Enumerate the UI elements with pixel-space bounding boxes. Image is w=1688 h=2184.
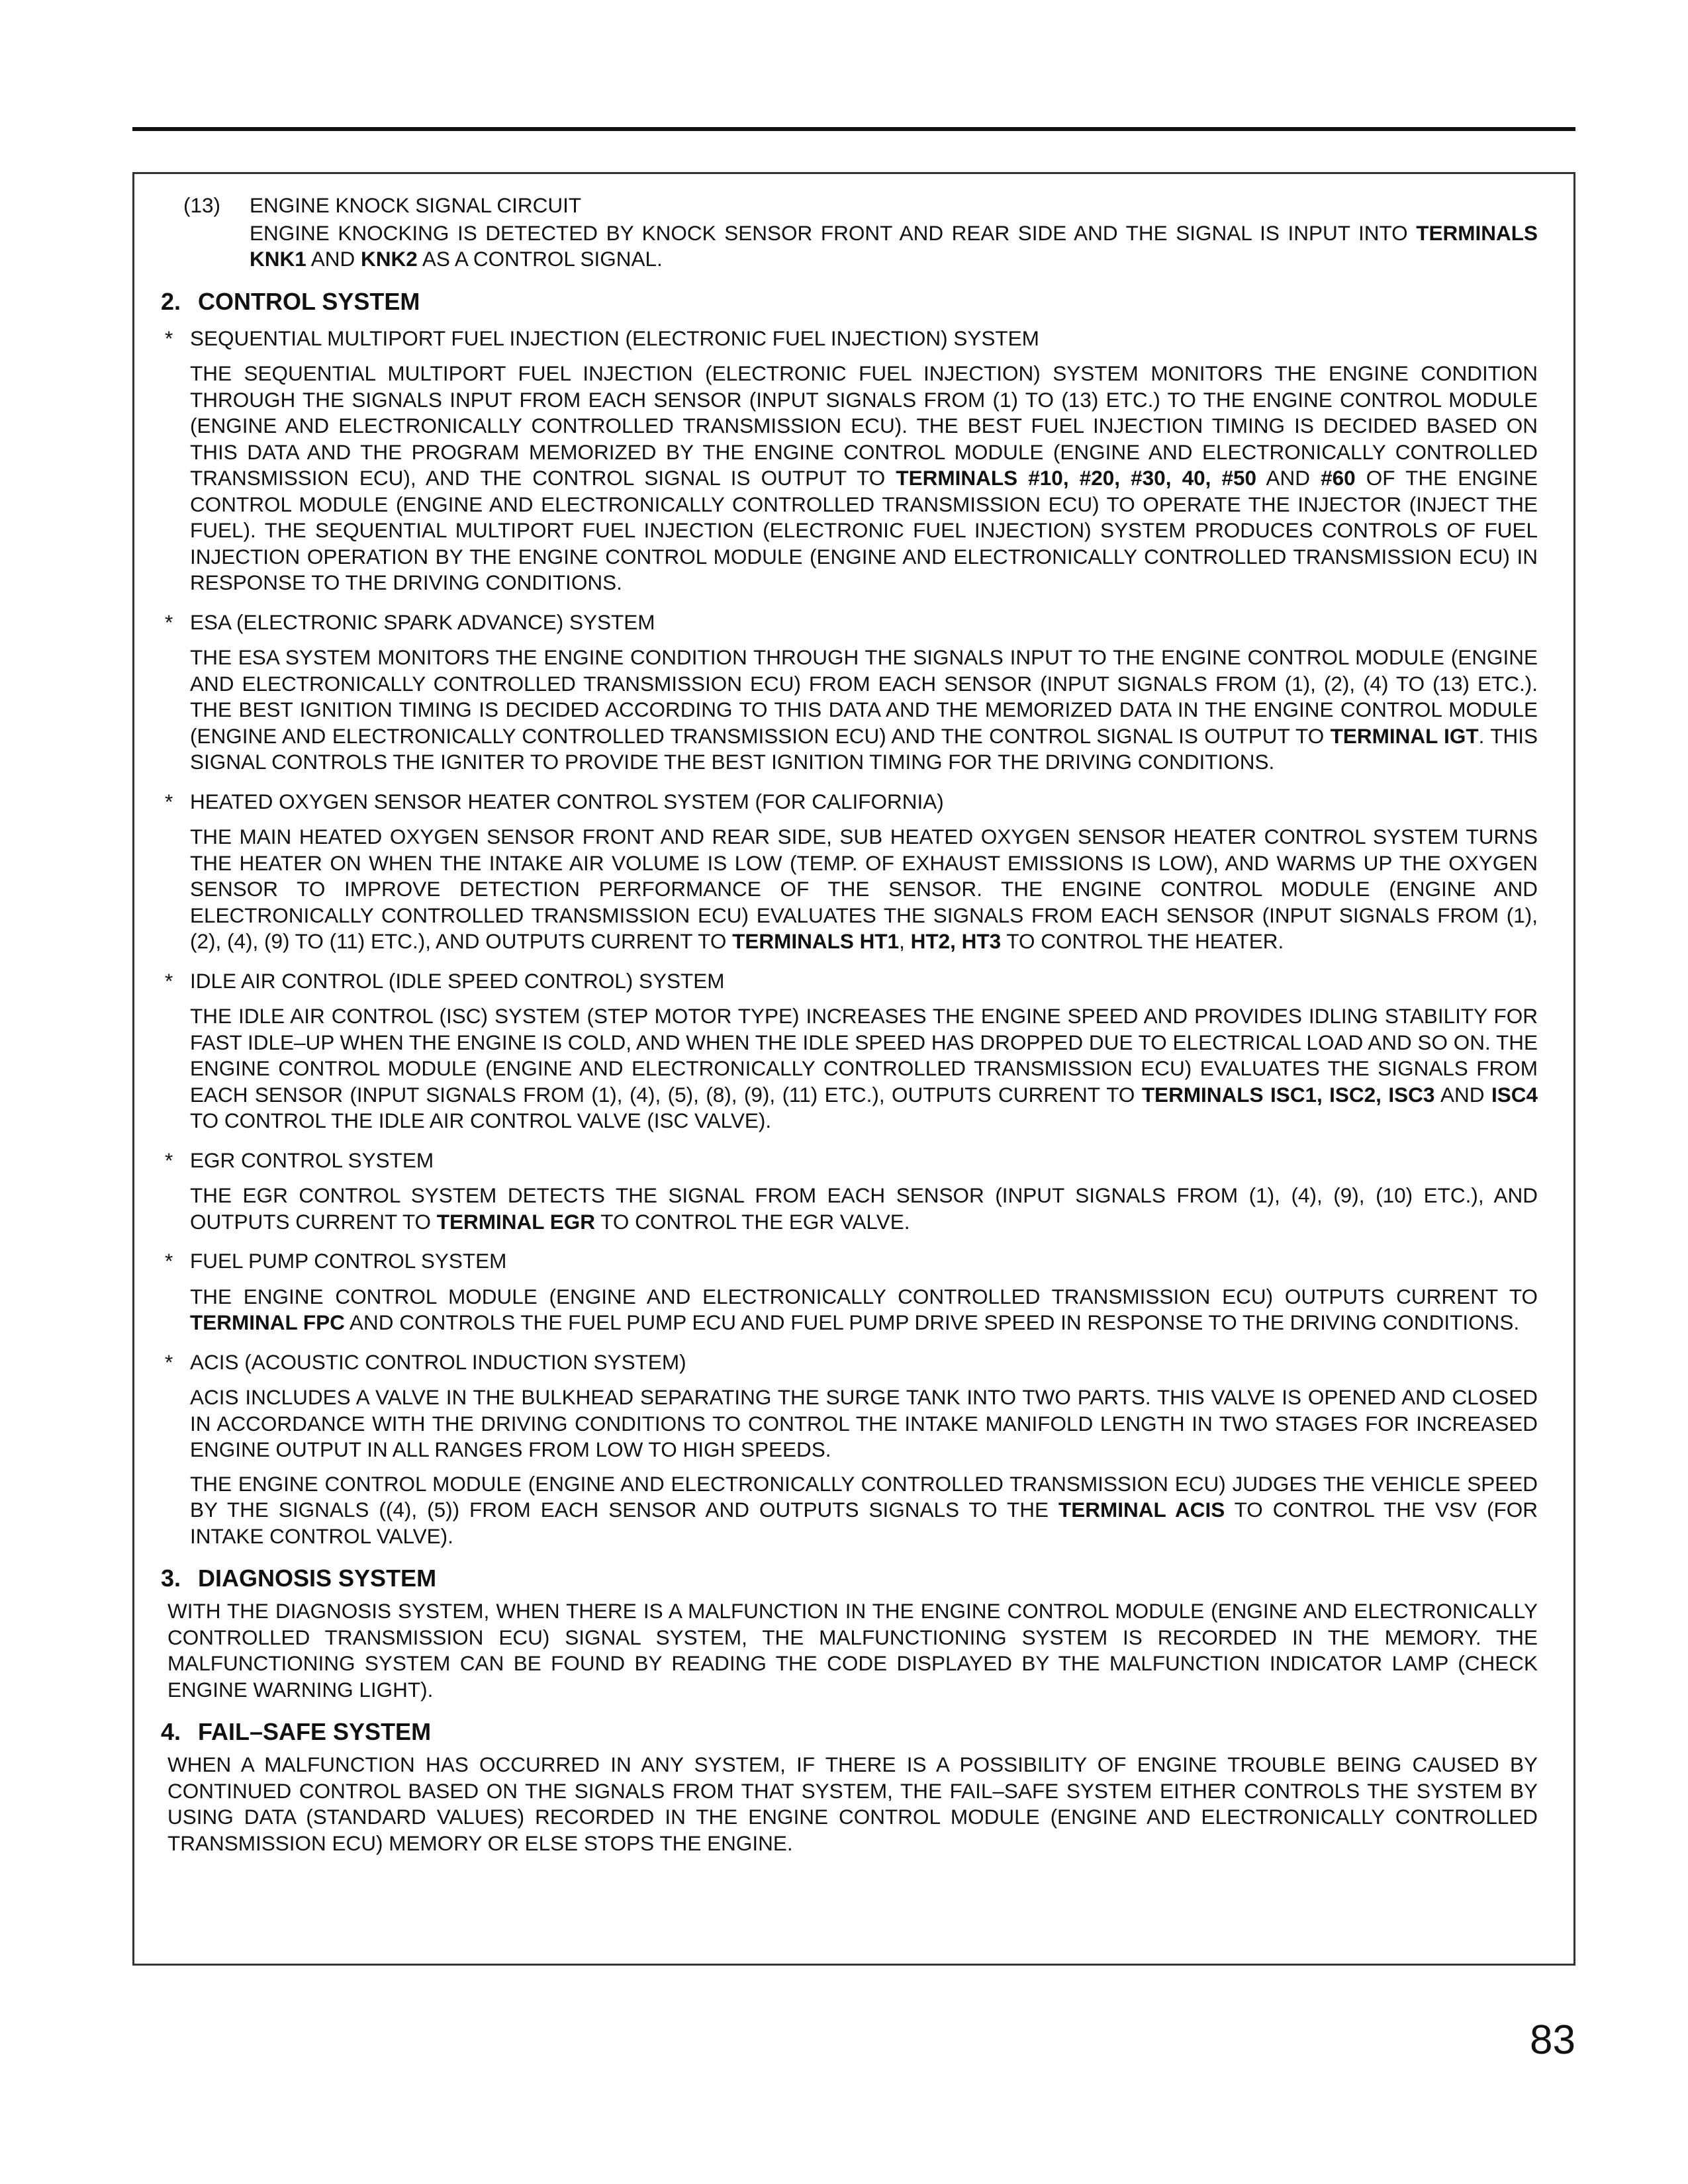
header-rule: [132, 127, 1575, 131]
fpc-bold-1: TERMINAL FPC: [190, 1310, 345, 1334]
iac-text-1: THE IDLE AIR CONTROL (ISC) SYSTEM (STEP MOTOR TYPE) INCREASES THE ENGINE SPEED AND PROVIDES IDLING STABILITY FOR FAST IDLE–UP WHEN THE ENGINE IS COLD, AND WHEN THE IDLE SPEED HAS DROPPED DUE TO ELECTRICAL LOAD AND SO ON. THE ENGINE CONTROL MODULE (ENGINE AND ELECTRONICALLY CONTROLLED TRANSMISSION ECU) EVALUATES THE SIGNALS FROM EACH SENSOR (INPUT SIGNALS FROM (1), (4), (5), (8), (9), (11) ETC.), OUTPUTS CURRENT TO: [190, 1004, 1538, 1107]
bullet-star: *: [165, 610, 173, 634]
acis-bold-1: TERMINAL ACIS: [1058, 1498, 1225, 1522]
item-13-title: [161, 193, 1538, 219]
section-2-number: 2.: [161, 287, 181, 315]
item-13-title-text: ENGINE KNOCK SIGNAL CIRCUIT: [250, 193, 582, 217]
esa-paragraph: [161, 645, 1538, 776]
section-3-number: 3.: [161, 1565, 181, 1592]
page-number: 83: [1530, 2017, 1575, 2063]
iac-text-3: TO CONTROL THE IDLE AIR CONTROL VALVE (ISC VALVE).: [190, 1109, 772, 1132]
content-box: [132, 172, 1575, 1966]
iac-text-2: AND: [1434, 1082, 1491, 1107]
section-4-number: 4.: [161, 1718, 181, 1745]
item-13-number: (13): [183, 193, 221, 217]
fpc-paragraph: [161, 1284, 1538, 1336]
bullet-star: *: [165, 326, 173, 350]
esa-title: ESA (ELECTRONIC SPARK ADVANCE) SYSTEM: [190, 610, 655, 634]
ho2s-text-1: THE MAIN HEATED OXYGEN SENSOR FRONT AND REAR SIDE, SUB HEATED OXYGEN SENSOR HEATER CONTROL SYSTEM TURNS THE HEATER ON WHEN THE INTAKE AIR VOLUME IS LOW (TEMP. OF EXHAUST EMISSIONS IS LOW), AND WARMS UP THE OXYGEN SENSOR TO IMPROVE DETECTION PERFORMANCE OF THE SENSOR. THE ENGINE CONTROL MODULE (ENGINE AND ELECTRONICALLY CONTROLLED TRANSMISSION ECU) EVALUATES THE SIGNALS FROM EACH SENSOR (INPUT SIGNALS FROM (1), (2), (4), (9) TO (11) ETC.), AND OUTPUTS CURRENT TO: [190, 825, 1538, 953]
ho2s-text-3: TO CONTROL THE HEATER.: [1001, 929, 1284, 953]
esa-bold-1: TERMINAL IGT: [1330, 723, 1479, 748]
section-3-text: WITH THE DIAGNOSIS SYSTEM, WHEN THERE IS A MALFUNCTION IN THE ENGINE CONTROL MODULE (ENGINE AND ELECTRONICALLY CONTROLLED TRANSMISSION ECU) SIGNAL SYSTEM, THE MALFUNCTIONING SYSTEM IS RECORDED IN THE MEMORY. THE MALFUNCTIONING SYSTEM CAN BE FOUND BY READING THE CODE DISPLAYED BY THE MALFUNCTION INDICATOR LAMP (CHECK ENGINE WARNING LIGHT).: [167, 1599, 1538, 1702]
acis-paragraph-2: [161, 1471, 1538, 1550]
bullet-ho2s-title: [161, 789, 1538, 815]
fpc-text-1: THE ENGINE CONTROL MODULE (ENGINE AND ELECTRONICALLY CONTROLLED TRANSMISSION ECU) OUTPUTS CURRENT TO: [190, 1284, 1538, 1308]
section-2-heading: [161, 287, 1538, 316]
egr-text-2: TO CONTROL THE EGR VALVE.: [594, 1209, 910, 1234]
item-13-bold-a: TERMINALS KNK1: [250, 220, 1538, 271]
ho2s-bold-1: TERMINALS HT1: [732, 929, 900, 953]
bullet-egr-title: [161, 1148, 1538, 1174]
section-2-title: CONTROL SYSTEM: [198, 287, 420, 315]
ho2s-bold-2: HT2, HT3: [910, 929, 1002, 953]
item-13-text: [161, 220, 1538, 273]
section-3-title: DIAGNOSIS SYSTEM: [198, 1565, 437, 1592]
sfi-title: SEQUENTIAL MULTIPORT FUEL INJECTION (ELECTRONIC FUEL INJECTION) SYSTEM: [190, 326, 1039, 350]
esa-text-2: . THIS SIGNAL CONTROLS THE IGNITER TO PROVIDE THE BEST IGNITION TIMING FOR THE DRIVING CONDITIONS.: [190, 723, 1538, 774]
acis-title: ACIS (ACOUSTIC CONTROL INDUCTION SYSTEM): [190, 1349, 686, 1374]
section-3-heading: [161, 1564, 1538, 1593]
ho2s-paragraph: [161, 824, 1538, 955]
iac-paragraph: [161, 1003, 1538, 1134]
egr-text-1: THE EGR CONTROL SYSTEM DETECTS THE SIGNAL FROM EACH SENSOR (INPUT SIGNALS FROM (1), (4), (9), (10) ETC.), AND OUTPUTS CURRENT TO: [190, 1183, 1538, 1234]
section-4-text: WHEN A MALFUNCTION HAS OCCURRED IN ANY SYSTEM, IF THERE IS A POSSIBILITY OF ENGINE TROUBLE BEING CAUSED BY CONTINUED CONTROL BASED ON THE SIGNALS FROM THAT SYSTEM, THE FAIL–SAFE SYSTEM EITHER CONTROLS THE SYSTEM BY USING DATA (STANDARD VALUES) RECORDED IN THE ENGINE CONTROL MODULE (ENGINE AND ELECTRONICALLY CONTROLLED TRANSMISSION ECU) MEMORY OR ELSE STOPS THE ENGINE.: [167, 1752, 1538, 1855]
acis-paragraph-1: ACIS INCLUDES A VALVE IN THE BULKHEAD SEPARATING THE SURGE TANK INTO TWO PARTS. THIS VALVE IS OPENED AND CLOSED IN ACCORDANCE WITH THE DRIVING CONDITIONS TO CONTROL THE INTAKE MANIFOLD LENGTH IN TWO STAGES FOR INCREASED ENGINE OUTPUT IN ALL RANGES FROM LOW TO HIGH SPEEDS.: [190, 1385, 1538, 1461]
bullet-star: *: [165, 968, 173, 993]
sfi-paragraph: [161, 361, 1538, 596]
acis-text-1: THE ENGINE CONTROL MODULE (ENGINE AND ELECTRONICALLY CONTROLLED TRANSMISSION ECU) JUDGES THE VEHICLE SPEED BY THE SIGNALS ((4), (5)) FROM EACH SENSOR AND OUTPUTS SIGNALS TO THE: [190, 1471, 1538, 1522]
egr-paragraph: [161, 1183, 1538, 1235]
bullet-acis-title: [161, 1349, 1538, 1376]
item-13-text-a: ENGINE KNOCKING IS DETECTED BY KNOCK SENSOR FRONT AND REAR SIDE AND THE SIGNAL IS INPUT INTO: [250, 220, 1417, 245]
section-4-title: FAIL–SAFE SYSTEM: [198, 1718, 432, 1745]
sfi-text-3: OF THE ENGINE CONTROL MODULE (ENGINE AND ELECTRONICALLY CONTROLLED TRANSMISSION ECU) TO OPERATE THE INJECTOR (INJECT THE FUEL). THE SEQUENTIAL MULTIPORT FUEL INJECTION (ELECTRONIC FUEL INJECTION) SYSTEM PRODUCES CONTROLS OF FUEL INJECTION OPERATION BY THE ENGINE CONTROL MODULE (ENGINE AND ELECTRONICALLY CONTROLLED TRANSMISSION ECU) IN RESPONSE TO THE DRIVING CONDITIONS.: [190, 466, 1538, 594]
iac-title: IDLE AIR CONTROL (IDLE SPEED CONTROL) SYSTEM: [190, 968, 725, 993]
sfi-bold-1: TERMINALS #10, #20, #30, 40, #50: [896, 466, 1257, 490]
bullet-iac-title: [161, 968, 1538, 995]
sfi-text-1: THE SEQUENTIAL MULTIPORT FUEL INJECTION (ELECTRONIC FUEL INJECTION) SYSTEM MONITORS THE ENGINE CONDITION THROUGH THE SIGNALS INPUT FROM EACH SENSOR (INPUT SIGNALS FROM (1) TO (13) ETC.) TO THE ENGINE CONTROL MODULE (ENGINE AND ELECTRONICALLY CONTROLLED TRANSMISSION ECU). THE BEST FUEL INJECTION TIMING IS DECIDED BASED ON THIS DATA AND THE PROGRAM MEMORIZED BY THE ENGINE CONTROL MODULE (ENGINE AND ELECTRONICALLY CONTROLLED TRANSMISSION ECU), AND THE CONTROL SIGNAL IS OUTPUT TO: [190, 361, 1538, 490]
iac-bold-2: ISC4: [1491, 1082, 1538, 1107]
item-13-text-c: AS A CONTROL SIGNAL.: [417, 247, 663, 271]
sfi-text-2: AND: [1256, 466, 1321, 490]
bullet-star: *: [165, 1349, 173, 1374]
bullet-star: *: [165, 789, 173, 813]
iac-bold-1: TERMINALS ISC1, ISC2, ISC3: [1141, 1082, 1435, 1107]
bullet-star: *: [165, 1148, 173, 1172]
bullet-fpc-title: [161, 1248, 1538, 1275]
egr-bold-1: TERMINAL EGR: [436, 1209, 595, 1234]
bullet-star: *: [165, 1249, 173, 1273]
item-13-text-b: AND: [306, 247, 361, 271]
acis-text-2: TO CONTROL THE VSV (FOR INTAKE CONTROL VALVE).: [190, 1498, 1538, 1548]
bullet-sfi-title: [161, 326, 1538, 352]
section-4-heading: [161, 1717, 1538, 1747]
fpc-title: FUEL PUMP CONTROL SYSTEM: [190, 1249, 507, 1273]
ho2s-title: HEATED OXYGEN SENSOR HEATER CONTROL SYSTEM (FOR CALIFORNIA): [190, 789, 944, 813]
esa-text-1: THE ESA SYSTEM MONITORS THE ENGINE CONDITION THROUGH THE SIGNALS INPUT TO THE ENGINE CONTROL MODULE (ENGINE AND ELECTRONICALLY CONTROLLED TRANSMISSION ECU) FROM EACH SENSOR (INPUT SIGNALS FROM (1), (2), (4) TO (13) ETC.). THE BEST IGNITION TIMING IS DECIDED ACCORDING TO THIS DATA AND THE MEMORIZED DATA IN THE ENGINE CONTROL MODULE (ENGINE AND ELECTRONICALLY CONTROLLED TRANSMISSION ECU) AND THE CONTROL SIGNAL IS OUTPUT TO: [190, 645, 1538, 748]
sfi-bold-2: #60: [1321, 466, 1356, 490]
bullet-esa-title: [161, 610, 1538, 636]
egr-title: EGR CONTROL SYSTEM: [190, 1148, 434, 1172]
item-13-bold-b: KNK2: [361, 247, 418, 271]
fpc-text-2: AND CONTROLS THE FUEL PUMP ECU AND FUEL PUMP DRIVE SPEED IN RESPONSE TO THE DRIVING CONDITIONS.: [344, 1310, 1520, 1334]
ho2s-text-2: ,: [899, 929, 911, 953]
